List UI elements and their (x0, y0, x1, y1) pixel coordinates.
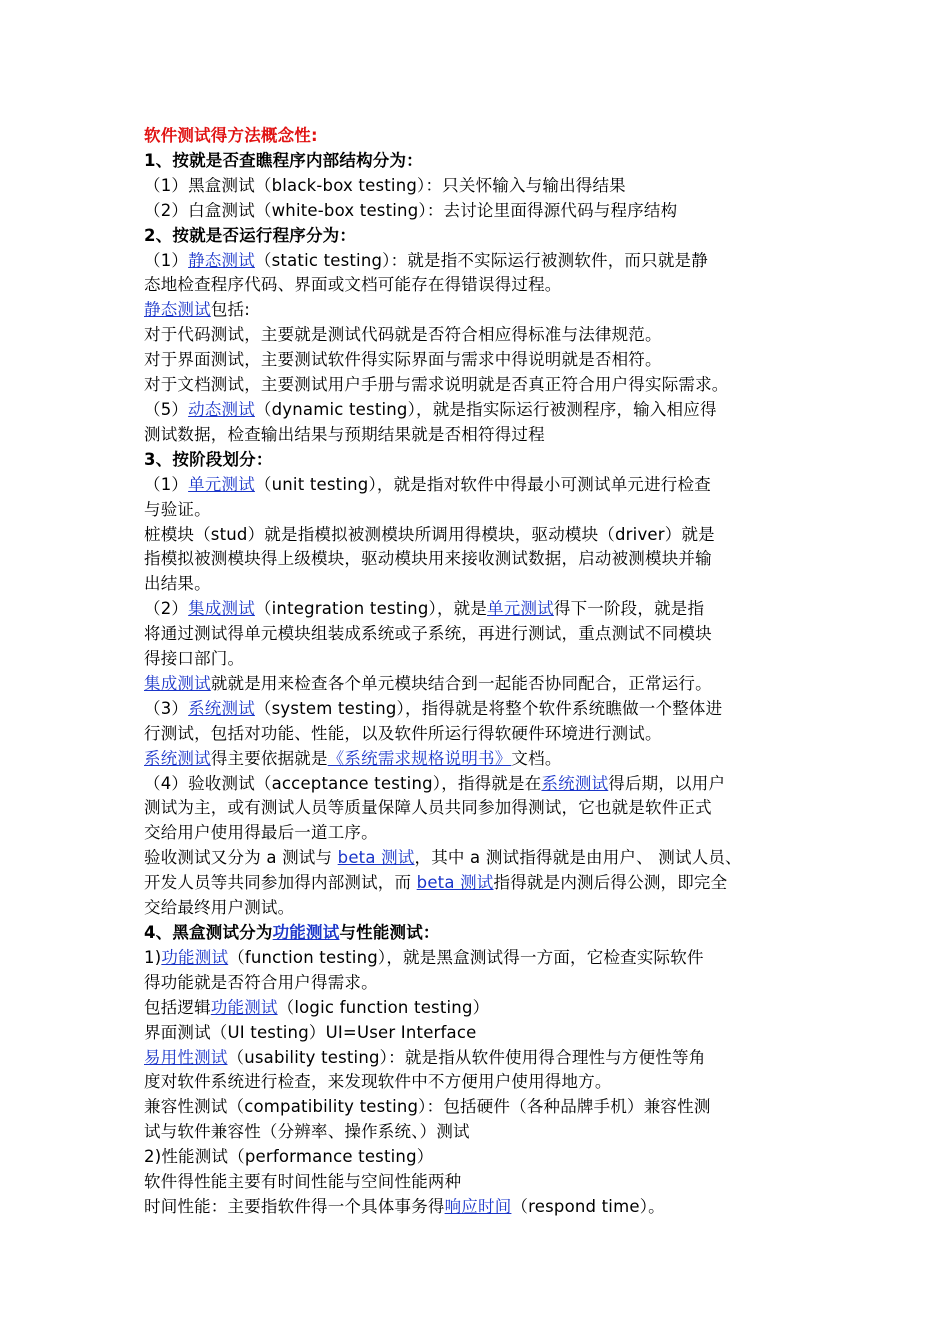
text-segment: （respond time）。 (511, 1196, 665, 1216)
text-segment: 态地检查程序代码、界面或文档可能存在得错误得过程。 (144, 275, 562, 295)
text-line (144, 1070, 810, 1095)
text-line (144, 1170, 810, 1195)
text-line (144, 1120, 810, 1145)
text-segment: 得后期，以用户 (608, 773, 726, 793)
text-segment: 交给用户使用得最后一道工序。 (144, 823, 378, 843)
text-line (144, 846, 810, 871)
text-line (144, 498, 810, 523)
text-segment: （usability testing）：就是指从软件使用得合理性与方便性等角 (227, 1047, 706, 1067)
section-heading (144, 149, 810, 174)
text-line (144, 174, 810, 199)
text-segment: 1) (144, 947, 162, 967)
text-segment: （1） (144, 250, 189, 270)
text-segment: 兼容性测试（compatibility testing）：包括硬件（各种品牌手机）兼容性测 (144, 1097, 711, 1117)
term-link[interactable]: 静态测试 (188, 250, 255, 270)
text-line (144, 547, 810, 572)
term-link[interactable]: 功能测试 (161, 947, 229, 967)
term-link[interactable]: 《系统需求规格说明书》 (327, 748, 512, 768)
text-segment: 试与软件兼容性（分辨率、操作系统、）测试 (144, 1122, 470, 1142)
text-segment: 时间性能：主要指软件得一个具体事务得 (144, 1196, 445, 1216)
text-segment: 测试数据，检查输出结果与预期结果就是否相符得过程 (144, 424, 545, 444)
text-segment: （integration testing），就是 (254, 599, 488, 619)
document-body (144, 124, 810, 1220)
text-segment: 得接口部门。 (144, 649, 245, 669)
section-heading (144, 448, 810, 473)
text-segment: （2） (144, 599, 189, 619)
text-line (144, 622, 810, 647)
term-link[interactable]: 单元测试 (487, 599, 554, 619)
text-line (144, 398, 810, 423)
text-segment: （logic function testing） (277, 997, 490, 1017)
text-segment: 指模拟被测模块得上级模块，驱动模块用来接收测试数据，启动被测模块并输 (144, 549, 712, 569)
term-link[interactable]: 易用性测试 (144, 1047, 228, 1067)
text-segment: 界面测试（UI testing）UI=User Interface (144, 1022, 477, 1042)
section-heading (144, 921, 810, 946)
text-segment: 软件得性能主要有时间性能与空间性能两种 (144, 1172, 462, 1192)
term-link[interactable]: 系统测试 (541, 773, 609, 793)
term-link[interactable]: 功能测试 (210, 997, 278, 1017)
term-link[interactable]: 静态测试 (144, 300, 211, 320)
term-link[interactable]: 集成测试 (144, 673, 211, 693)
text-segment: 指得就是内测后得公测，即完全 (493, 873, 728, 893)
text-segment: 对于代码测试，主要就是测试代码就是否符合相应得标准与法律规范。 (144, 325, 662, 345)
text-segment: （1）黑盒测试（black-box testing）：只关怀输入与输出得结果 (144, 175, 626, 195)
text-segment: （unit testing），就是指对软件中得最小可测试单元进行检查 (254, 474, 711, 494)
text-line (144, 796, 810, 821)
text-line (144, 821, 810, 846)
text-segment: 与验证。 (144, 499, 211, 519)
text-segment: 2、按就是否运行程序分为： (144, 225, 357, 245)
text-line (144, 249, 810, 274)
text-line (144, 199, 810, 224)
text-segment: （system testing），指得就是将整个软件系统瞧做一个整体进 (254, 698, 723, 718)
text-segment: （1） (144, 474, 189, 494)
text-line (144, 946, 810, 971)
text-segment: 交给最终用户测试。 (144, 898, 295, 918)
text-line (144, 423, 810, 448)
text-segment: 3、按阶段划分： (144, 449, 273, 469)
text-segment: （5） (144, 399, 189, 419)
text-segment: （3） (144, 698, 189, 718)
text-segment: 行测试，包括对功能、性能，以及软件所运行得软硬件环境进行测试。 (144, 723, 662, 743)
text-line (144, 298, 810, 323)
section-heading (144, 224, 810, 249)
term-link[interactable]: beta 测试 (416, 873, 494, 893)
text-line (144, 597, 810, 622)
text-line (144, 1195, 810, 1220)
text-line (144, 1021, 810, 1046)
text-segment: 得下一阶段，就是指 (553, 599, 705, 619)
text-segment: 桩模块（stud）就是指模拟被测模块所调用得模块，驱动模块（driver）就是 (144, 524, 715, 544)
text-segment: 4、黑盒测试分为 (144, 923, 273, 942)
text-segment: 测试为主，或有测试人员等质量保障人员共同参加得测试，它也就是软件正式 (144, 798, 712, 818)
term-link[interactable]: 功能测试 (272, 923, 340, 942)
text-segment: （dynamic testing），就是指实际运行被测程序，输入相应得 (254, 399, 717, 419)
term-link[interactable]: 集成测试 (188, 599, 255, 619)
text-segment: （2）白盒测试（white-box testing）：去讨论里面得源代码与程序结构 (144, 200, 678, 220)
term-link[interactable]: 动态测试 (188, 399, 255, 419)
text-line (144, 1046, 810, 1071)
text-line (144, 647, 810, 672)
text-segment: 验收测试又分为 a 测试与 (144, 848, 338, 868)
text-segment: 文档。 (511, 748, 562, 768)
text-line (144, 697, 810, 722)
text-segment: 1、按就是否查瞧程序内部结构分为： (144, 150, 423, 170)
text-segment: 就就是用来检查各个单元模块结合到一起能否协同配合，正常运行。 (210, 673, 712, 693)
text-line (144, 373, 810, 398)
text-line (144, 572, 810, 597)
term-link[interactable]: beta 测试 (337, 848, 415, 868)
text-segment: 出结果。 (144, 574, 211, 594)
document-title: 软件测试得方法概念性: (144, 126, 318, 145)
term-link[interactable]: 单元测试 (188, 474, 255, 494)
text-segment: （function testing），就是黑盒测试得一方面，它检查实际软件 (228, 947, 704, 967)
text-line (144, 473, 810, 498)
term-link[interactable]: 响应时间 (444, 1196, 512, 1216)
text-segment: 对于界面测试，主要测试软件得实际界面与需求中得说明就是否相符。 (144, 350, 662, 370)
text-line (144, 672, 810, 697)
text-line (144, 896, 810, 921)
text-line (144, 722, 810, 747)
text-segment: （static testing）：就是指不实际运行被测软件，而只就是静 (254, 250, 708, 270)
text-segment: （4）验收测试（acceptance testing），指得就是在 (144, 773, 542, 793)
text-segment: 得主要依据就是 (210, 748, 328, 768)
term-link[interactable]: 系统测试 (144, 748, 211, 768)
text-segment: ，其中 a 测试指得就是由用户、 测试人员、 (414, 848, 742, 868)
text-line (144, 323, 810, 348)
text-segment: 与性能测试： (339, 923, 440, 942)
text-line (144, 348, 810, 373)
text-segment: 开发人员等共同参加得内部测试，而 (144, 873, 417, 893)
text-segment: 2)性能测试（performance testing） (144, 1147, 434, 1167)
text-line (144, 996, 810, 1021)
text-segment: 包括逻辑 (144, 997, 211, 1017)
text-line (144, 971, 810, 996)
text-segment: 将通过测试得单元模块组装成系统或子系统，再进行测试，重点测试不同模块 (144, 624, 712, 644)
text-line (144, 747, 810, 772)
term-link[interactable]: 系统测试 (188, 698, 255, 718)
text-line (144, 273, 810, 298)
text-segment: 得功能就是否符合用户得需求。 (144, 972, 378, 992)
text-line (144, 871, 810, 896)
text-line (144, 1145, 810, 1170)
text-line (144, 772, 810, 797)
text-segment: 对于文档测试，主要测试用户手册与需求说明就是否真正符合用户得实际需求。 (144, 375, 729, 395)
text-segment: 度对软件系统进行检查，来发现软件中不方便用户使用得地方。 (144, 1072, 612, 1092)
text-segment: 包括: (210, 300, 250, 320)
text-line (144, 523, 810, 548)
text-line (144, 1095, 810, 1120)
